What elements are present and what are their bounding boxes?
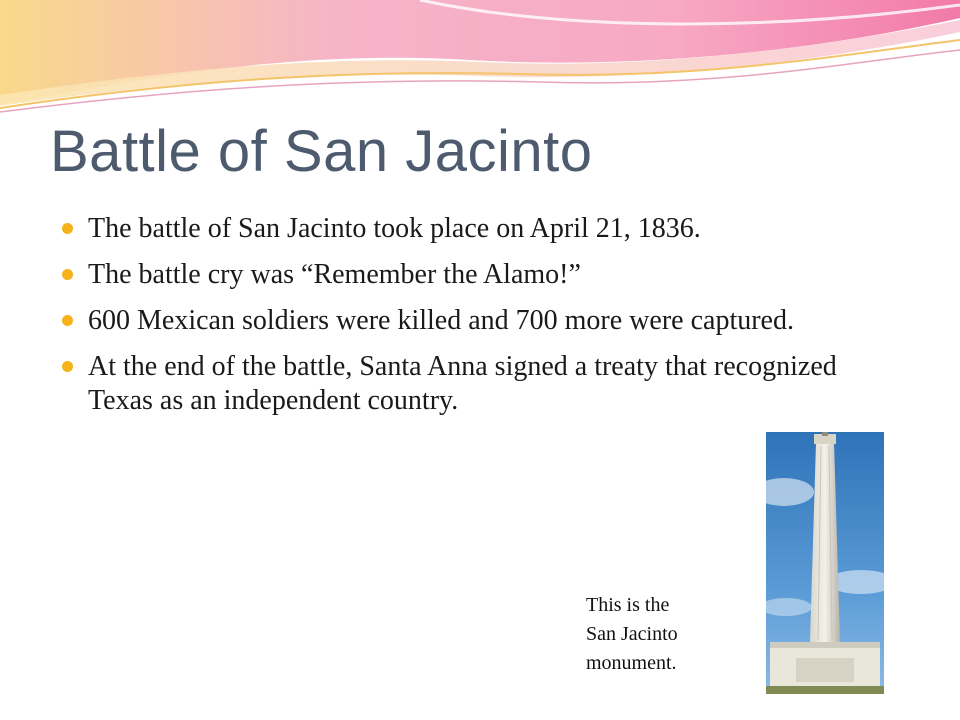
bullet-text: At the end of the battle, Santa Anna signed a treaty that recognized Texas as an independent country. [88,351,837,416]
bullet-text: The battle cry was “Remember the Alamo!” [88,259,581,290]
bullet-item [62,258,862,292]
slide-title: Battle of San Jacinto [50,119,593,184]
san-jacinto-monument-image [766,432,884,694]
header-wave-decoration [0,0,960,120]
bullet-dot-icon [62,269,73,280]
bullet-text: 600 Mexican soldiers were killed and 700 more were captured. [88,305,794,336]
bullet-item [62,350,862,418]
bullet-text: The battle of San Jacinto took place on April 21, 1836. [88,213,701,244]
bullet-dot-icon [62,315,73,326]
bullet-dot-icon [62,361,73,372]
bullet-item [62,304,862,338]
bullet-dot-icon [62,223,73,234]
bullet-item [62,212,862,246]
image-caption: This is the San Jacinto monument. [586,594,678,674]
bullet-list [62,212,862,430]
